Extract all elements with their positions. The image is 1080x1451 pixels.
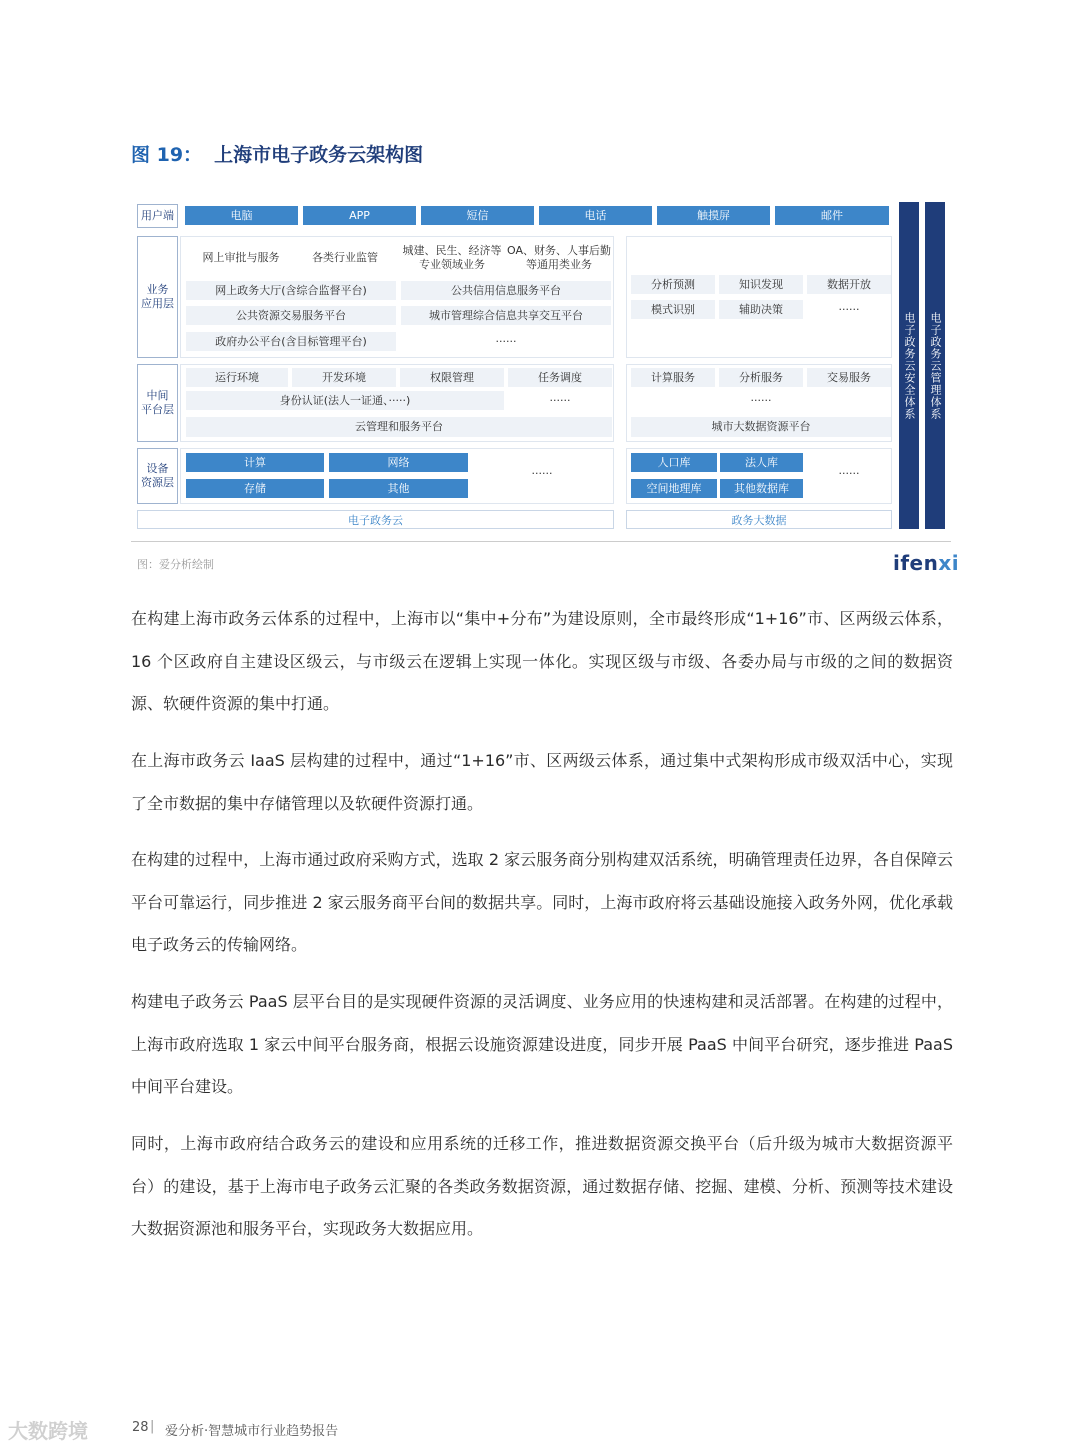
egov-cloud-label: 电子政务云	[137, 510, 614, 529]
layer-label-device: 设备 资源层	[137, 448, 178, 504]
mid-item: 开发环境	[292, 368, 396, 387]
app-item: ······	[838, 302, 860, 316]
app-item: 网上政务大厅(含综合监督平台)	[186, 281, 396, 300]
user-channel: APP	[303, 206, 416, 225]
paragraph-2: 在上海市政务云 IaaS 层构建的过程中，通过“1+16”市、区两级云体系，通过集中式架构形成市级双活中心，实现了全市数据的集中存储管理以及软硬件资源打通。	[131, 751, 953, 813]
app-item: 政府办公平台(含目标管理平台)	[186, 332, 396, 351]
ifenxi-logo	[893, 551, 959, 575]
device-resource: 网络	[329, 453, 468, 472]
device-resource-more: ······	[531, 466, 553, 480]
data-resource: 其他数据库	[720, 479, 803, 498]
data-resource: 空间地理库	[631, 479, 717, 498]
security-system-label: 电子政务云安全体系	[903, 311, 916, 420]
mid-item: 任务调度	[508, 368, 612, 387]
paragraph-5: 同时，上海市政府结合政务云的建设和应用系统的迁移工作，推进数据资源交换平台（后升级为城市大数据资源平台）的建设，基于上海市电子政务云汇聚的各类政务数据资源，通过数据存储、挖掘、建模、分析、预测等技术建设大数据资源池和服务平台，实现政务大数据应用。	[131, 1134, 953, 1238]
app-item: 公共信用信息服务平台	[401, 281, 611, 300]
footer-title: 爱分析·智慧城市行业趋势报告	[165, 1424, 339, 1439]
app-item: 数据开放	[807, 275, 891, 294]
data-resource: 人口库	[631, 453, 717, 472]
footer-separator: |	[150, 1419, 155, 1434]
architecture-diagram	[0, 0, 1080, 540]
mid-item: 运行环境	[186, 368, 288, 387]
big-data-platform: 城市大数据资源平台	[631, 417, 891, 437]
app-item: 各类行业监管	[312, 251, 378, 265]
mid-item: 权限管理	[400, 368, 504, 387]
page-footer	[0, 1413, 400, 1447]
cloud-management-platform: 云管理和服务平台	[186, 417, 612, 437]
data-resource-more: ······	[838, 466, 860, 480]
paragraph-3: 在构建的过程中，上海市通过政府采购方式，选取 2 家云服务商分别构建双活系统，明确管理责任边界，各自保障云平台可靠运行，同步推进 2 家云服务商平台间的数据共享。同时，上海市政府将云基础设施接入政务外网，优化承载电子政务云的传输网络。	[131, 850, 953, 954]
app-item: ······	[495, 334, 517, 348]
app-item: 辅助决策	[719, 300, 803, 319]
user-channel: 短信	[421, 206, 534, 225]
layer-label-app: 业务 应用层	[137, 236, 178, 358]
figure-title-text: 上海市电子政务云架构图	[214, 144, 424, 166]
user-channel: 触摸屏	[657, 206, 770, 225]
app-item: 知识发现	[719, 275, 803, 294]
paragraph-1: 在构建上海市政务云体系的过程中，上海市以“集中+分布”为建设原则，全市最终形成“1+16”市、区两级云体系，16 个区政府自主建设区级云，与市级云在逻辑上实现一体化。实现区级与市级、各委办局与市级的之间的数据资源、软硬件资源的集中打通。	[131, 609, 953, 713]
device-resource: 其他	[329, 479, 468, 498]
mid-item: ······	[750, 393, 772, 407]
app-item: 城市管理综合信息共享交互平台	[401, 306, 611, 325]
device-resource: 计算	[186, 453, 324, 472]
device-resource: 存储	[186, 479, 324, 498]
mid-item: 交易服务	[807, 368, 891, 387]
management-system-label: 电子政务云管理体系	[929, 311, 942, 420]
app-item: OA、财务、人事后勤 等通用类业务	[507, 244, 611, 271]
security-system-bar	[899, 202, 919, 529]
figure-divider	[131, 541, 951, 542]
logo-main: ifen	[893, 551, 939, 575]
app-item: 公共资源交易服务平台	[186, 306, 396, 325]
app-item: 城建、民生、经济等 专业领域业务	[402, 244, 502, 271]
layer-label-user: 用户端	[137, 204, 178, 228]
data-resource: 法人库	[720, 453, 803, 472]
user-channel: 电脑	[185, 206, 298, 225]
figure-source: 图：爱分析绘制	[137, 558, 214, 571]
watermark: 大数跨境	[8, 1419, 88, 1443]
management-system-bar	[925, 202, 945, 529]
app-item: 分析预测	[631, 275, 715, 294]
page-number: 28	[132, 1420, 149, 1435]
logo-accent: xi	[938, 551, 960, 575]
app-right-panel	[626, 236, 892, 358]
app-item: 网上审批与服务	[202, 251, 280, 265]
mid-item: 身份认证(法人一证通、·····)	[186, 391, 504, 410]
app-item: 模式识别	[631, 300, 715, 319]
user-channel: 邮件	[775, 206, 889, 225]
mid-item: 分析服务	[719, 368, 803, 387]
user-channel: 电话	[539, 206, 652, 225]
gov-big-data-label: 政务大数据	[626, 510, 892, 529]
figure-number: 图 19：	[131, 144, 203, 166]
mid-item: 计算服务	[631, 368, 715, 387]
mid-item: ······	[549, 393, 571, 407]
paragraph-4: 构建电子政务云 PaaS 层平台目的是实现硬件资源的灵活调度、业务应用的快速构建和灵活部署。在构建的过程中，上海市政府选取 1 家云中间平台服务商，根据云设施资源建设进度，同步开展 PaaS 中间平台研究，逐步推进 PaaS 中间平台建设。	[131, 992, 953, 1096]
layer-label-middle: 中间 平台层	[137, 364, 178, 442]
